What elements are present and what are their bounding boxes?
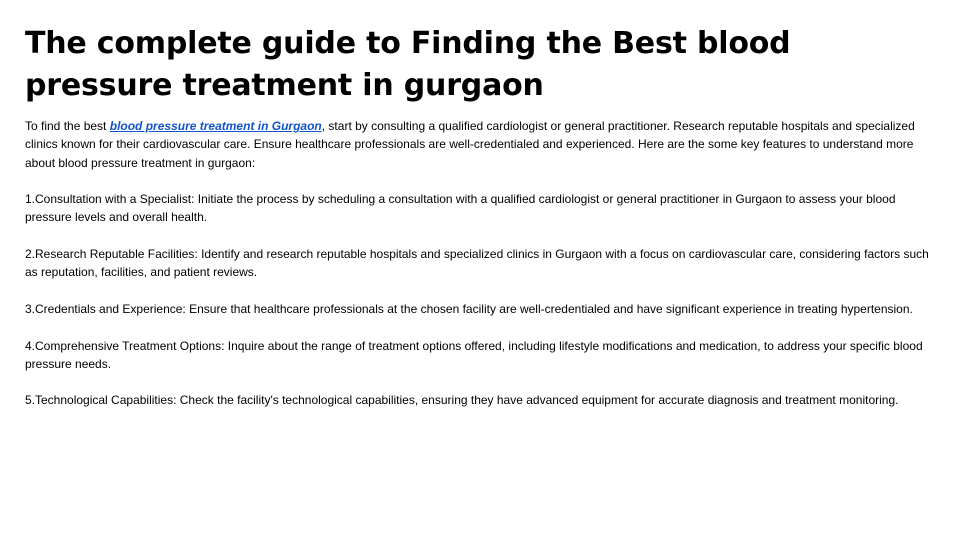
point-research-facilities: 2.Research Reputable Facilities: Identify and research reputable hospitals and specialized clinics in Gurgaon with a focus on cardiovascular care, considering factors such as reputation, facilities, and patient reviews. [25,247,929,280]
intro-text-before-link: To find the best [25,119,110,133]
point-treatment-options: 4.Comprehensive Treatment Options: Inquire about the range of treatment options offered, including lifestyle modifications and medication, to address your specific blood pressure needs. [25,338,923,371]
body-text [25,117,937,428]
point-credentials: 3.Credentials and Experience: Ensure that healthcare professionals at the chosen facility are well-credentialed and have significant experience in treating hypertension. [25,301,913,316]
page-title: The complete guide to Finding the Best blood pressure treatment in gurgaon [25,26,791,103]
point-technology: 5.Technological Capabilities: Check the facility's technological capabilities, ensuring they have advanced equipment for accurate diagnosis and treatment monitoring. [25,393,899,408]
intro-paragraph [25,117,937,172]
intro-text-after-link: , start by consulting a qualified cardiologist or general practitioner. Research reputable hospitals and specialized clinics known for their cardiovascular care. Ensure healthcare professionals are well-credentialed and experienced. Here are the some key features to understand more about blood pressure treatment in gurgaon: [25,119,915,170]
treatment-link[interactable]: blood pressure treatment in Gurgaon [109,119,322,133]
point-consultation: 1.Consultation with a Specialist: Initiate the process by scheduling a consultation with a qualified cardiologist or general practitioner in Gurgaon to assess your blood pressure levels and overall health. [25,192,896,225]
